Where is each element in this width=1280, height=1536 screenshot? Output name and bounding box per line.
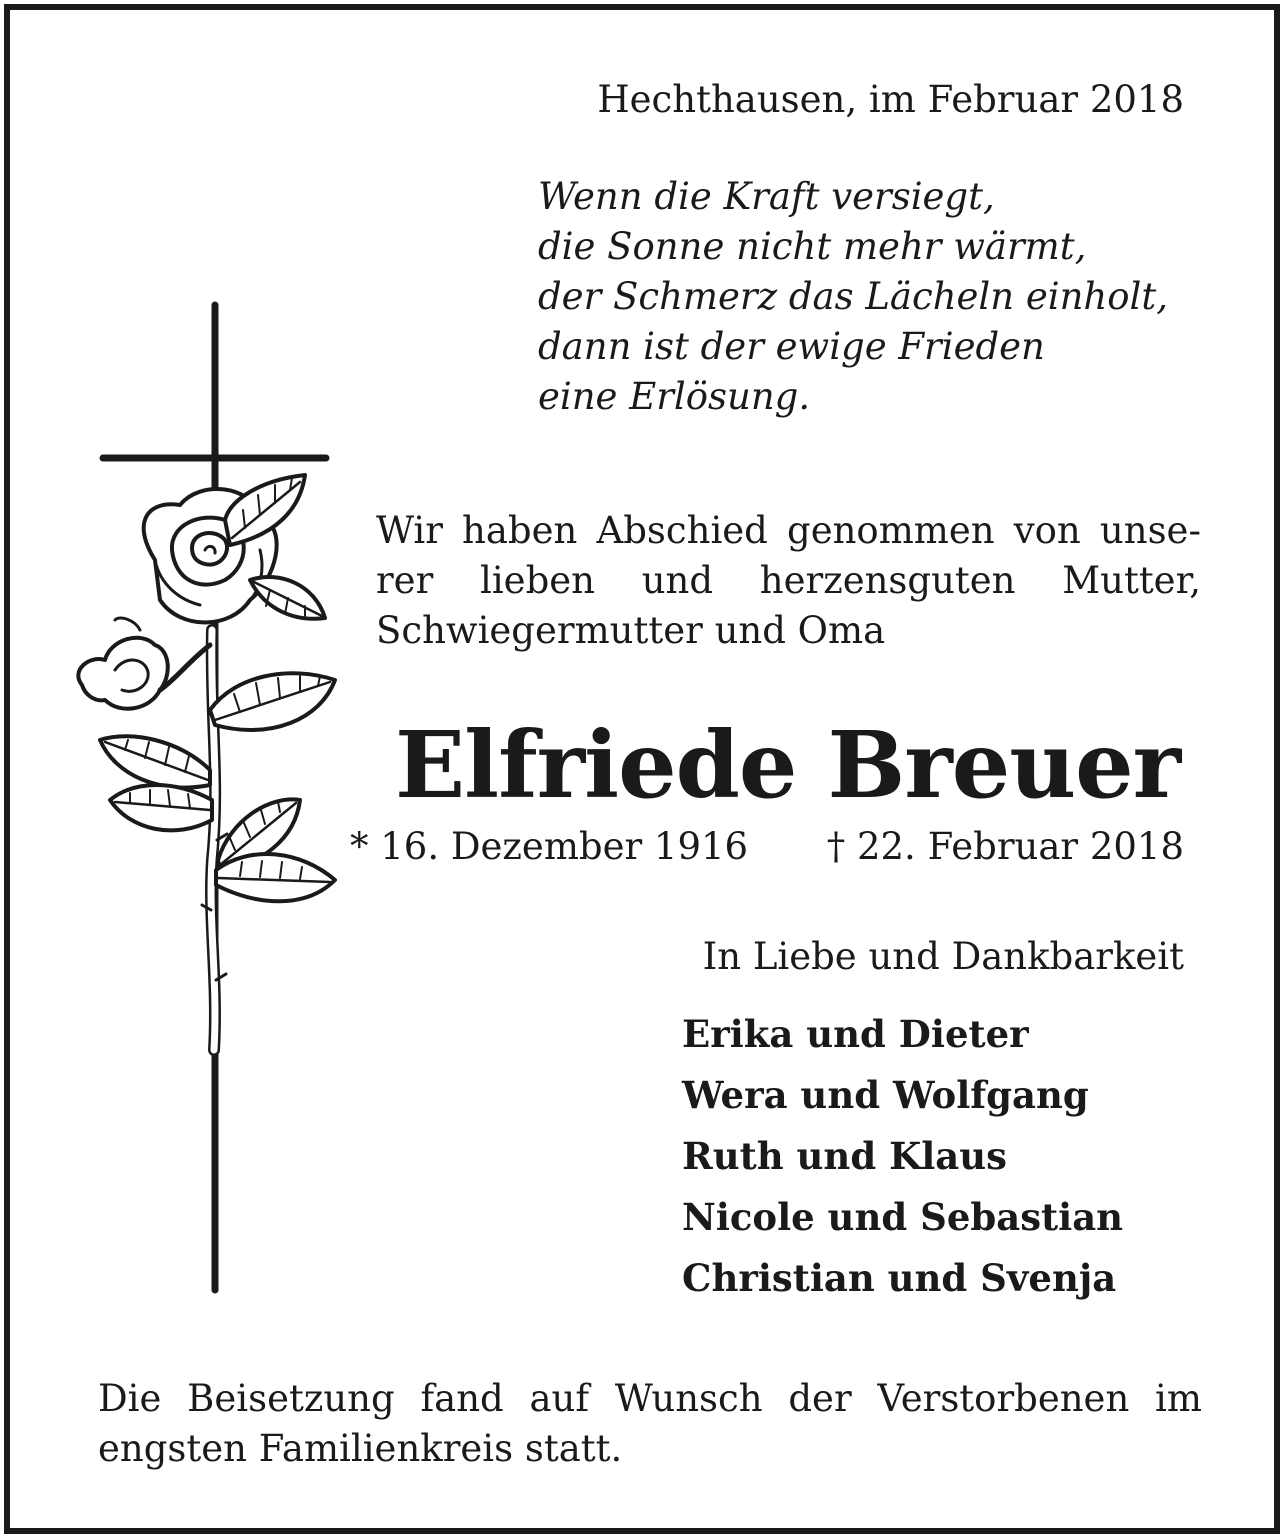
word: im: [1155, 1377, 1202, 1420]
memorial-poem: [538, 172, 1168, 422]
family-list: [682, 1004, 1123, 1309]
deceased-name: Elfriede Breuer: [395, 711, 1181, 819]
word: Wunsch: [614, 1377, 763, 1420]
family-member: Ruth und Klaus: [682, 1134, 1007, 1178]
family-member: Erika und Dieter: [682, 1012, 1029, 1056]
word: auf: [529, 1377, 590, 1420]
word: Die: [98, 1377, 162, 1420]
place-date: Hechthausen, im Februar 2018: [597, 78, 1184, 121]
family-member: Christian und Svenja: [682, 1256, 1117, 1300]
word: genommen: [787, 509, 995, 552]
word: Mutter,: [1062, 559, 1201, 602]
poem-line: dann ist der ewige Frieden: [538, 325, 1045, 368]
word: der: [788, 1377, 852, 1420]
farewell-line: [376, 506, 1201, 556]
burial-line: engsten Familienkreis statt.: [98, 1427, 623, 1470]
death-date: † 22. Februar 2018: [826, 825, 1184, 868]
word: Verstorbenen: [877, 1377, 1130, 1420]
word: Abschied: [596, 509, 768, 552]
cross-with-rose-icon: [60, 300, 350, 1300]
word: lieben: [480, 559, 595, 602]
poem-line: die Sonne nicht mehr wärmt,: [538, 225, 1087, 268]
burial-note: [98, 1374, 1202, 1474]
family-member: Wera und Wolfgang: [682, 1073, 1089, 1117]
farewell-text: [376, 506, 1201, 656]
birth-date: * 16. Dezember 1916: [350, 825, 749, 868]
burial-line: [98, 1374, 1202, 1424]
farewell-line: [376, 556, 1201, 606]
word: und: [641, 559, 714, 602]
word: rer: [376, 559, 434, 602]
word: fand: [420, 1377, 504, 1420]
word: von: [1013, 509, 1081, 552]
thanks-line: In Liebe und Dankbarkeit: [702, 935, 1184, 978]
poem-line: eine Erlösung.: [538, 375, 811, 418]
word: unse-: [1099, 509, 1201, 552]
farewell-line: Schwiegermutter und Oma: [376, 609, 886, 652]
word: Wir: [376, 509, 443, 552]
family-member: Nicole und Sebastian: [682, 1195, 1124, 1239]
poem-line: der Schmerz das Lächeln einholt,: [538, 275, 1168, 318]
obituary-frame: [4, 4, 1280, 1534]
word: haben: [462, 509, 578, 552]
word: herzensguten: [759, 559, 1016, 602]
word: Beisetzung: [187, 1377, 395, 1420]
poem-line: Wenn die Kraft versiegt,: [538, 175, 995, 218]
